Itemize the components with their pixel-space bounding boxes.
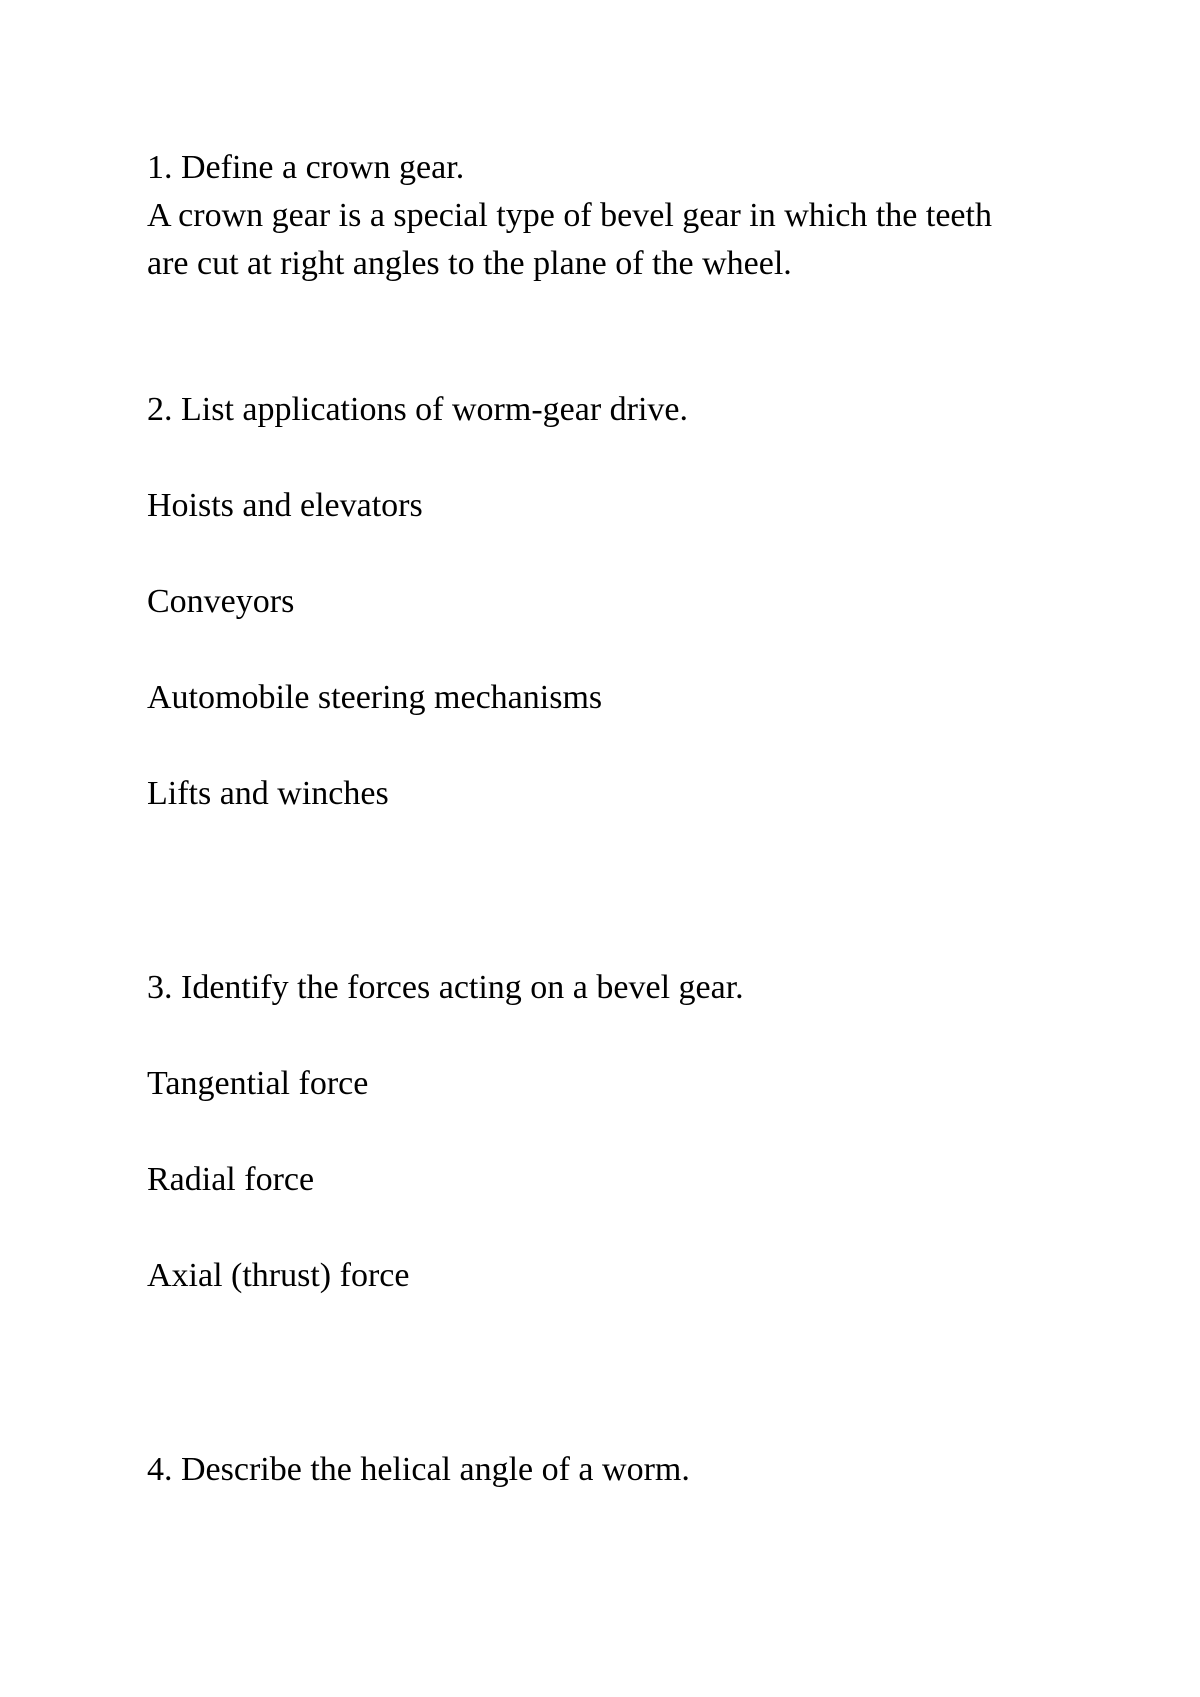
list-item: Axial (thrust) force: [147, 1257, 410, 1294]
list-item: Radial force: [147, 1161, 315, 1198]
question-4: 4. Describe the helical angle of a worm.: [147, 1451, 690, 1488]
question-2: 2. List applications of worm-gear drive.: [147, 391, 689, 428]
list-item: Tangential force: [147, 1065, 369, 1102]
list-item: Lifts and winches: [147, 775, 389, 812]
answer-1-line-2: are cut at right angles to the plane of the wheel.: [147, 245, 792, 282]
question-3: 3. Identify the forces acting on a bevel gear.: [147, 969, 744, 1006]
list-item: Hoists and elevators: [147, 487, 423, 524]
list-item: Conveyors: [147, 583, 295, 620]
question-1: 1. Define a crown gear.: [147, 149, 465, 186]
list-item: Automobile steering mechanisms: [147, 679, 603, 716]
answer-1-line-1: A crown gear is a special type of bevel gear in which the teeth: [147, 197, 992, 234]
